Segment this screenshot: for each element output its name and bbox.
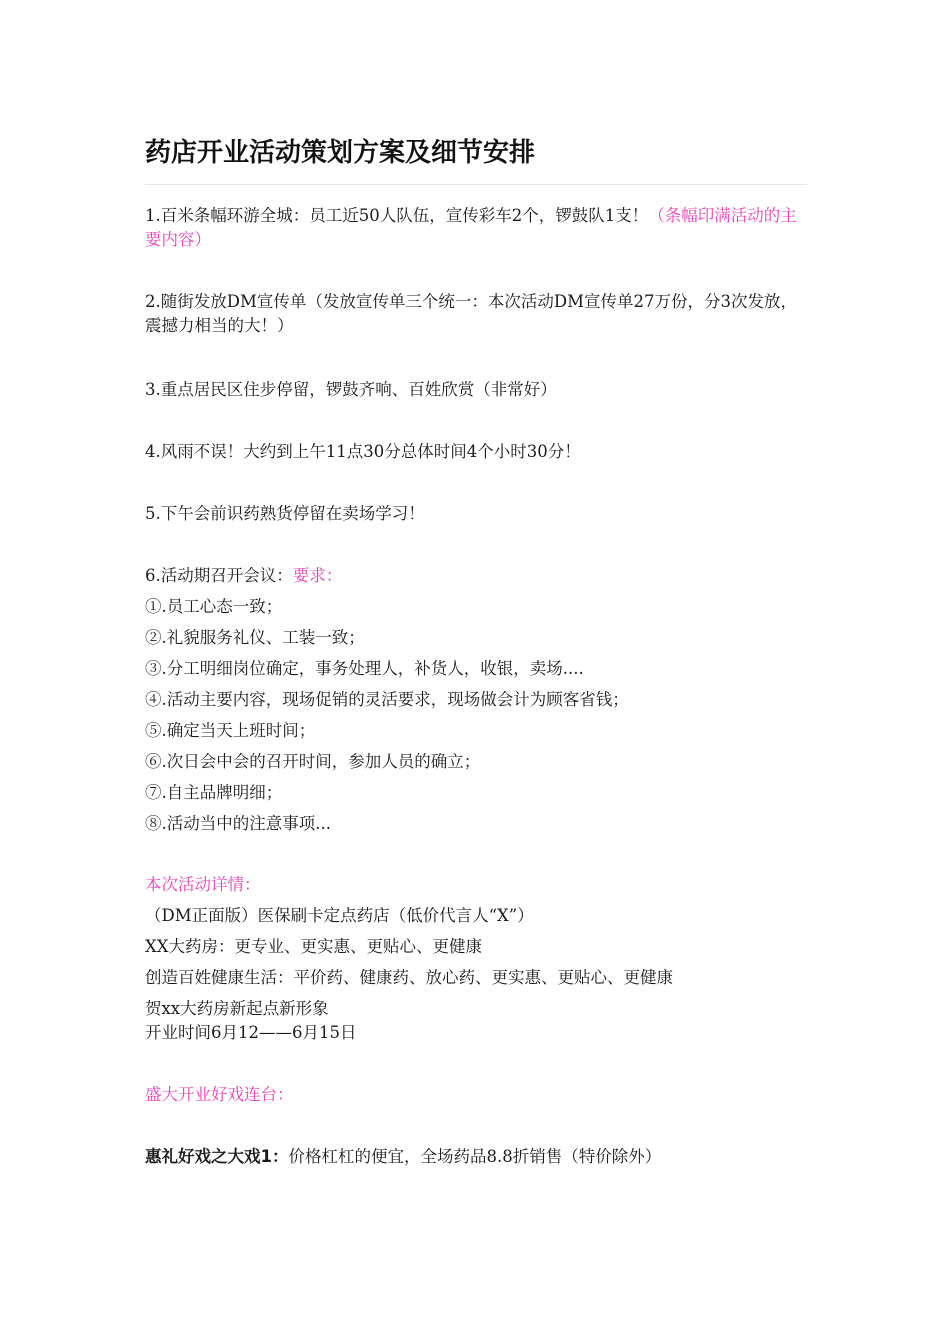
paragraph-4: 4.风雨不误！大约到上午11点30分总体时间4个小时30分！: [145, 442, 581, 461]
requirement-item: ⑧.活动当中的注意事项...: [145, 814, 331, 833]
requirement-item: ①.员工心态一致；: [145, 597, 283, 616]
show-1-text: 价格杠杠的便宜，全场药品8.8折销售（特价除外）: [288, 1147, 662, 1166]
title-divider: [145, 184, 807, 185]
paragraph-1-text: 1.百米条幅环游全城：员工近50人队伍，宣传彩车2个，锣鼓队1支！: [145, 206, 649, 225]
details-line: XX大药房：更专业、更实惠、更贴心、更健康: [145, 937, 482, 956]
paragraph-3: 3.重点居民区住步停留，锣鼓齐响、百姓欣赏（非常好）: [145, 380, 557, 399]
page-title: 药店开业活动策划方案及细节安排: [145, 138, 536, 168]
paragraph-5: 5.下午会前识药熟货停留在卖场学习！: [145, 504, 425, 523]
paragraph-6-note: 要求：: [292, 566, 343, 585]
details-heading: 本次活动详情：: [145, 875, 261, 894]
requirement-item: ⑤.确定当天上班时间；: [145, 721, 316, 740]
shows-heading: 盛大开业好戏连台：: [145, 1085, 294, 1104]
paragraph-6: [145, 564, 342, 588]
paragraph-1: [145, 204, 807, 252]
requirement-item: ⑥.次日会中会的召开时间，参加人员的确立；: [145, 752, 481, 771]
details-line: 开业时间6月12——6月15日: [145, 1023, 357, 1042]
requirement-item: ⑦.自主品牌明细；: [145, 783, 283, 802]
requirement-item: ④.活动主要内容，现场促销的灵活要求，现场做会计为顾客省钱；: [145, 690, 629, 709]
paragraph-2: 2.随街发放DM宣传单（发放宣传单三个统一：本次活动DM宣传单27万份，分3次发放，震撼力相当的大！）: [145, 292, 797, 335]
details-line: 贺xx大药房新起点新形象: [145, 999, 329, 1018]
paragraph-1-note: （条幅印满活动的主要内容）: [145, 206, 797, 249]
show-1: [145, 1145, 661, 1169]
details-line: （DM正面版）医保刷卡定点药店（低价代言人“X”）: [145, 906, 534, 925]
show-1-label: 惠礼好戏之大戏1：: [145, 1147, 289, 1166]
requirement-item: ②.礼貌服务礼仪、工装一致；: [145, 628, 365, 647]
paragraph-6-text: 6.活动期召开会议：: [145, 566, 293, 585]
requirement-item: ③.分工明细岗位确定，事务处理人，补货人，收银，卖场....: [145, 659, 584, 678]
details-line: 创造百姓健康生活：平价药、健康药、放心药、更实惠、更贴心、更健康: [145, 968, 673, 987]
